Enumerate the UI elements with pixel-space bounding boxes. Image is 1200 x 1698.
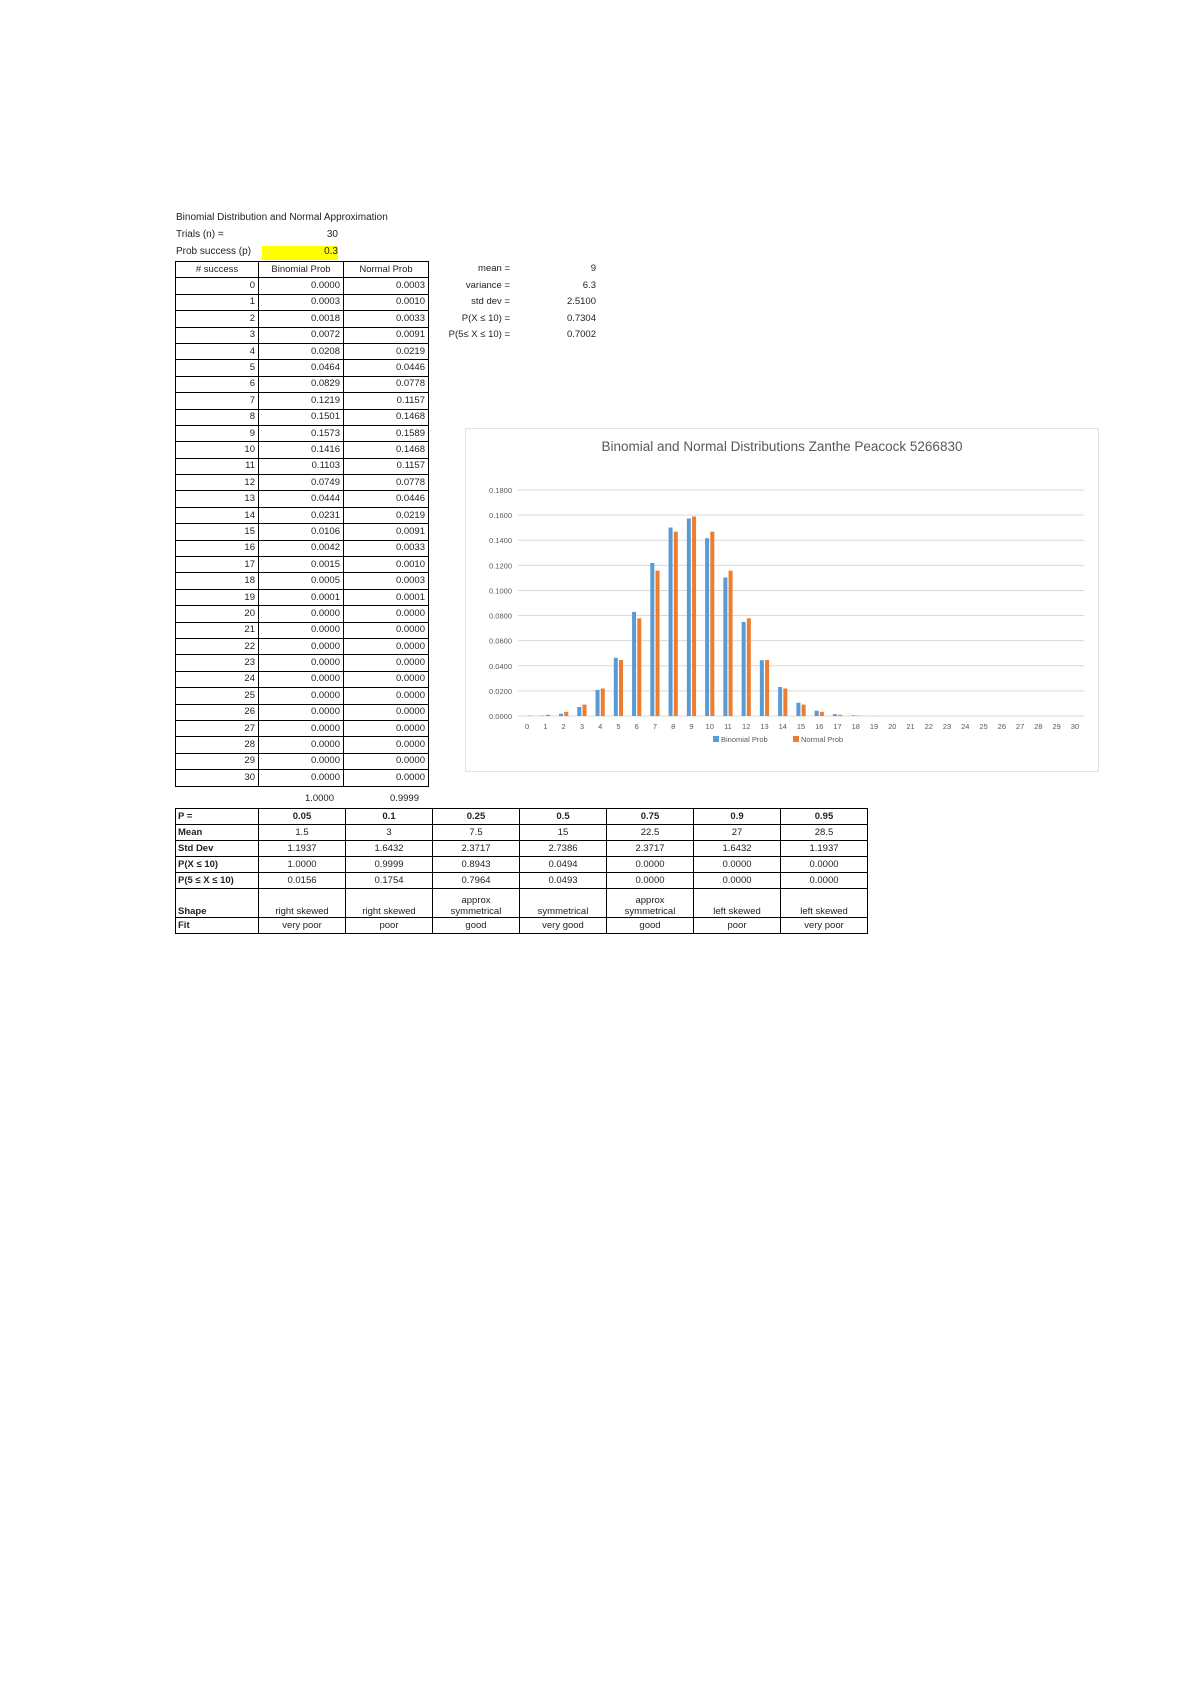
row-label: P(5 ≤ X ≤ 10) [176, 873, 259, 889]
comparison-cell[interactable]: symmetrical [520, 889, 607, 918]
binomial-bar [815, 711, 819, 716]
x-tick-label: 19 [869, 722, 879, 731]
success-cell[interactable]: 15 [176, 524, 259, 540]
success-cell[interactable]: 22 [176, 638, 259, 654]
legend-label: Normal Prob [801, 735, 844, 744]
binomial-bar [760, 660, 764, 716]
comparison-cell[interactable]: 1.1937 [781, 841, 868, 857]
comparison-cell[interactable]: 0.0156 [259, 873, 346, 889]
normal-bar [692, 516, 696, 716]
comparison-cell[interactable]: 27 [694, 825, 781, 841]
legend-swatch [713, 736, 719, 742]
y-tick-label: 0.0600 [489, 636, 512, 646]
normal-bar [710, 532, 714, 716]
success-cell[interactable]: 20 [176, 606, 259, 622]
mean-row [176, 825, 868, 841]
comparison-cell[interactable]: 22.5 [607, 825, 694, 841]
binomial-bar [723, 578, 727, 716]
binomial-cell[interactable]: 0.0000 [259, 688, 344, 704]
success-cell[interactable]: 27 [176, 720, 259, 736]
success-cell[interactable]: 14 [176, 507, 259, 523]
comparison-cell[interactable]: 2.7386 [520, 841, 607, 857]
p5to10-row [176, 873, 868, 889]
table-row [176, 491, 429, 507]
success-cell[interactable]: 2 [176, 311, 259, 327]
x-tick-label: 30 [1070, 722, 1080, 731]
normal-cell[interactable]: 0.1589 [344, 425, 429, 441]
success-cell[interactable]: 16 [176, 540, 259, 556]
comparison-cell[interactable]: 0.1 [346, 809, 433, 825]
comparison-cell[interactable]: 0.0000 [781, 857, 868, 873]
normal-cell[interactable]: 0.0219 [344, 343, 429, 359]
comparison-cell[interactable]: 28.5 [781, 825, 868, 841]
comparison-cell[interactable]: very good [520, 918, 607, 934]
table-row [176, 638, 429, 654]
binomial-cell[interactable]: 0.0000 [259, 704, 344, 720]
table-row [176, 704, 429, 720]
success-cell[interactable]: 4 [176, 343, 259, 359]
table-row [176, 770, 429, 786]
normal-cell[interactable]: 0.0003 [344, 573, 429, 589]
comparison-cell[interactable]: 0.9 [694, 809, 781, 825]
stat-value: 0.7304 [566, 312, 596, 324]
comparison-cell[interactable]: left skewed [781, 889, 868, 918]
normal-cell[interactable]: 0.0091 [344, 327, 429, 343]
binomial-bar [778, 687, 782, 716]
comparison-cell[interactable]: approx symmetrical [607, 889, 694, 918]
comparison-cell[interactable]: right skewed [346, 889, 433, 918]
stat-label: P(X ≤ 10) = [461, 312, 510, 324]
success-cell[interactable]: 18 [176, 573, 259, 589]
table-row [176, 688, 429, 704]
stat-label: variance = [465, 279, 510, 291]
stat-label: mean = [478, 263, 510, 274]
y-tick-label: 0.0800 [489, 611, 512, 621]
normal-bar [619, 660, 623, 716]
x-tick-label: 10 [705, 722, 714, 731]
x-tick-label: 24 [961, 722, 970, 731]
normal-cell[interactable]: 0.0003 [344, 278, 429, 294]
comparison-cell[interactable]: 0.0494 [520, 857, 607, 873]
x-tick-label: 25 [979, 722, 988, 731]
row-label: Fit [176, 918, 259, 934]
normal-bar [674, 532, 678, 716]
x-tick-label: 5 [616, 722, 621, 731]
table-row [176, 524, 429, 540]
normal-cell[interactable]: 0.0446 [344, 491, 429, 507]
x-tick-label: 12 [742, 722, 751, 731]
normal-bar [729, 571, 733, 716]
binomial-cell[interactable]: 0.0829 [259, 376, 344, 392]
x-tick-label: 21 [906, 722, 915, 731]
binomial-cell[interactable]: 0.0444 [259, 491, 344, 507]
normal-cell[interactable]: 0.0000 [344, 753, 429, 769]
x-tick-label: 11 [724, 722, 732, 731]
x-tick-label: 27 [1015, 722, 1025, 731]
comparison-cell[interactable]: 0.7964 [433, 873, 520, 889]
x-tick-label: 13 [760, 722, 769, 731]
success-cell[interactable]: 11 [176, 458, 259, 474]
normal-cell[interactable]: 0.0219 [344, 507, 429, 523]
table-row [176, 737, 429, 753]
comparison-cell[interactable]: 0.25 [433, 809, 520, 825]
header-normal: Normal Prob [344, 262, 429, 278]
table-row [176, 458, 429, 474]
comparison-cell[interactable]: poor [694, 918, 781, 934]
table-row [176, 720, 429, 736]
y-tick-label: 0.1200 [489, 561, 512, 571]
sheet-title: Binomial Distribution and Normal Approximation [176, 212, 388, 223]
normal-cell[interactable]: 0.0033 [344, 540, 429, 556]
x-tick-label: 22 [924, 722, 933, 731]
binomial-cell[interactable]: 0.0015 [259, 557, 344, 573]
comparison-cell[interactable]: 0.5 [520, 809, 607, 825]
binomial-bar [705, 538, 709, 716]
x-tick-label: 2 [561, 722, 566, 731]
normal-cell[interactable]: 0.0001 [344, 589, 429, 605]
binomial-cell[interactable]: 0.0000 [259, 606, 344, 622]
comparison-cell[interactable]: good [433, 918, 520, 934]
ple10-row [176, 857, 868, 873]
binomial-cell[interactable]: 0.0001 [259, 589, 344, 605]
success-cell[interactable]: 12 [176, 475, 259, 491]
binomial-cell[interactable]: 0.0042 [259, 540, 344, 556]
binomial-cell[interactable]: 0.0000 [259, 655, 344, 671]
binomial-cell[interactable]: 0.0749 [259, 475, 344, 491]
normal-bar [802, 705, 806, 716]
normal-cell[interactable]: 0.1468 [344, 442, 429, 458]
shape-row [176, 889, 868, 918]
x-tick-label: 0 [525, 722, 530, 731]
normal-cell[interactable]: 0.0778 [344, 475, 429, 491]
table-row [176, 671, 429, 687]
chart-svg [466, 429, 1098, 771]
normal-bar [583, 705, 587, 716]
table-row [176, 655, 429, 671]
y-tick-label: 0.1400 [489, 536, 512, 546]
success-cell[interactable]: 9 [176, 425, 259, 441]
binomial-cell[interactable]: 0.1103 [259, 458, 344, 474]
comparison-cell[interactable]: good [607, 918, 694, 934]
binomial-cell[interactable]: 0.1573 [259, 425, 344, 441]
stat-value: 0.7002 [566, 329, 596, 340]
comparison-cell[interactable]: 0.0000 [607, 873, 694, 889]
table-row [176, 753, 429, 769]
binomial-cell[interactable]: 0.0000 [259, 278, 344, 294]
x-tick-label: 14 [778, 722, 787, 731]
header-success: # success [176, 262, 259, 278]
success-cell[interactable]: 26 [176, 704, 259, 720]
y-tick-label: 0.0000 [489, 712, 512, 721]
binomial-cell[interactable]: 0.1416 [259, 442, 344, 458]
normal-cell[interactable]: 0.0010 [344, 294, 429, 310]
binomial-cell[interactable]: 0.0231 [259, 507, 344, 523]
x-tick-label: 20 [888, 722, 897, 731]
comparison-cell[interactable]: 0.0000 [607, 857, 694, 873]
row-label: Std Dev [176, 841, 259, 857]
binomial-bar [614, 658, 618, 716]
normal-cell[interactable]: 0.0000 [344, 737, 429, 753]
comparison-cell[interactable]: 1.5 [259, 825, 346, 841]
x-tick-label: 9 [689, 722, 694, 731]
normal-cell[interactable]: 0.0091 [344, 524, 429, 540]
binomial-cell[interactable]: 0.0000 [259, 770, 344, 786]
normal-bar [564, 712, 568, 716]
sum-binomial: 1.0000 [304, 793, 334, 804]
comparison-cell[interactable]: 0.9999 [346, 857, 433, 873]
success-cell[interactable]: 3 [176, 327, 259, 343]
table-row [176, 409, 429, 425]
binomial-bar [577, 707, 581, 716]
legend-label: Binomial Prob [721, 735, 768, 744]
trials-label: Trials (n) = [176, 229, 224, 240]
normal-cell[interactable]: 0.0778 [344, 376, 429, 392]
normal-cell[interactable]: 0.0033 [344, 311, 429, 327]
normal-bar [601, 689, 605, 716]
table-row [176, 606, 429, 622]
success-cell[interactable]: 13 [176, 491, 259, 507]
x-tick-label: 23 [942, 722, 952, 731]
binomial-bar [833, 714, 837, 716]
binomial-bar [687, 519, 691, 716]
binomial-cell[interactable]: 0.1219 [259, 393, 344, 409]
row-label: P = [176, 809, 259, 825]
table-row [176, 507, 429, 523]
row-label: Shape [176, 889, 259, 918]
table-header-row [176, 262, 429, 278]
success-cell[interactable]: 5 [176, 360, 259, 376]
sum-normal: 0.9999 [389, 793, 419, 804]
success-cell[interactable]: 1 [176, 294, 259, 310]
binomial-cell[interactable]: 0.0018 [259, 311, 344, 327]
binomial-cell[interactable]: 0.0464 [259, 360, 344, 376]
x-tick-label: 4 [598, 722, 603, 731]
comparison-cell[interactable]: 3 [346, 825, 433, 841]
comparison-cell[interactable]: 15 [520, 825, 607, 841]
comparison-cell[interactable]: 0.0000 [781, 873, 868, 889]
chart-title: Binomial and Normal Distributions Zanthe Peacock 5266830 [601, 439, 963, 454]
y-tick-label: 0.0400 [489, 661, 512, 671]
prob-value[interactable]: 0.3 [324, 246, 338, 257]
normal-bar [765, 660, 769, 716]
table-row [176, 278, 429, 294]
stat-value: 6.3 [582, 279, 596, 291]
x-tick-label: 15 [796, 722, 806, 731]
binomial-bar [669, 528, 673, 716]
comparison-cell[interactable]: 0.1754 [346, 873, 433, 889]
binomial-cell[interactable]: 0.0003 [259, 294, 344, 310]
y-tick-label: 0.1800 [489, 486, 512, 495]
x-tick-label: 17 [833, 722, 842, 731]
comparison-cell[interactable]: 0.0493 [520, 873, 607, 889]
binomial-cell[interactable]: 0.0208 [259, 343, 344, 359]
normal-bar [637, 618, 641, 716]
comparison-cell[interactable]: poor [346, 918, 433, 934]
success-cell[interactable]: 0 [176, 278, 259, 294]
table-row [176, 311, 429, 327]
normal-cell[interactable]: 0.1157 [344, 393, 429, 409]
normal-cell[interactable]: 0.0000 [344, 770, 429, 786]
binomial-cell[interactable]: 0.0000 [259, 622, 344, 638]
success-cell[interactable]: 23 [176, 655, 259, 671]
stat-label: P(5≤ X ≤ 10) = [448, 329, 510, 340]
comparison-cell[interactable]: 0.0000 [694, 857, 781, 873]
normal-cell[interactable]: 0.1157 [344, 458, 429, 474]
x-tick-label: 28 [1034, 722, 1043, 731]
binomial-cell[interactable]: 0.0000 [259, 720, 344, 736]
comparison-cell[interactable]: 1.6432 [694, 841, 781, 857]
success-cell[interactable]: 21 [176, 622, 259, 638]
stat-value: 2.5100 [566, 296, 596, 307]
comparison-cell[interactable]: very poor [259, 918, 346, 934]
stat-label: std dev = [471, 296, 510, 307]
binomial-cell[interactable]: 0.0106 [259, 524, 344, 540]
comparison-cell[interactable]: 7.5 [433, 825, 520, 841]
success-cell[interactable]: 30 [176, 770, 259, 786]
success-cell[interactable]: 8 [176, 409, 259, 425]
normal-cell[interactable]: 0.0000 [344, 606, 429, 622]
comparison-cell[interactable]: left skewed [694, 889, 781, 918]
table-row [176, 589, 429, 605]
table-row [176, 475, 429, 491]
x-tick-label: 3 [579, 722, 584, 731]
normal-cell[interactable]: 0.0000 [344, 638, 429, 654]
normal-cell[interactable]: 0.0000 [344, 720, 429, 736]
normal-cell[interactable]: 0.1468 [344, 409, 429, 425]
table-row [176, 360, 429, 376]
table-row [176, 327, 429, 343]
table-row [176, 343, 429, 359]
binomial-cell[interactable]: 0.0000 [259, 638, 344, 654]
table-row [176, 573, 429, 589]
prob-label: Prob success (p) [176, 246, 252, 257]
binomial-bar [632, 612, 636, 716]
table-row [176, 557, 429, 573]
success-cell[interactable]: 10 [176, 442, 259, 458]
normal-bar [820, 712, 824, 716]
x-tick-label: 6 [634, 722, 639, 731]
success-cell[interactable]: 28 [176, 737, 259, 753]
success-cell[interactable]: 7 [176, 393, 259, 409]
binomial-bar [650, 563, 654, 716]
success-cell[interactable]: 17 [176, 557, 259, 573]
normal-bar [747, 618, 751, 716]
binomial-bar [559, 714, 563, 716]
binomial-cell[interactable]: 0.0000 [259, 737, 344, 753]
binomial-bar [742, 622, 746, 716]
header-binomial: Binomial Prob [259, 262, 344, 278]
x-tick-label: 7 [652, 722, 658, 731]
fit-row [176, 918, 868, 934]
success-cell[interactable]: 6 [176, 376, 259, 392]
normal-bar [783, 689, 787, 716]
stat-value: 9 [590, 263, 596, 274]
table-row [176, 294, 429, 310]
x-tick-label: 18 [851, 722, 860, 731]
success-cell[interactable]: 24 [176, 671, 259, 687]
success-cell[interactable]: 29 [176, 753, 259, 769]
sd-row [176, 841, 868, 857]
normal-cell[interactable]: 0.0000 [344, 704, 429, 720]
normal-cell[interactable]: 0.0000 [344, 688, 429, 704]
comparison-cell[interactable]: right skewed [259, 889, 346, 918]
binomial-cell[interactable]: 0.0000 [259, 753, 344, 769]
comparison-table [175, 808, 868, 934]
table-row [176, 442, 429, 458]
comparison-cell[interactable]: 0.8943 [433, 857, 520, 873]
binomial-cell[interactable]: 0.0005 [259, 573, 344, 589]
x-tick-label: 8 [671, 722, 676, 731]
distribution-table [175, 261, 429, 787]
binomial-cell[interactable]: 0.0072 [259, 327, 344, 343]
comparison-cell[interactable]: 0.0000 [694, 873, 781, 889]
binomial-bar [851, 715, 855, 716]
table-row [176, 425, 429, 441]
comparison-cell[interactable]: 2.3717 [433, 841, 520, 857]
y-tick-label: 0.1000 [489, 586, 512, 596]
table-row [176, 622, 429, 638]
normal-bar [656, 571, 660, 716]
normal-bar [838, 715, 842, 716]
table-row [176, 376, 429, 392]
normal-cell[interactable]: 0.0446 [344, 360, 429, 376]
p-row [176, 809, 868, 825]
x-tick-label: 16 [815, 722, 824, 731]
binomial-bar [796, 703, 800, 716]
binomial-cell[interactable]: 0.0000 [259, 671, 344, 687]
legend-swatch [793, 736, 799, 742]
row-label: Mean [176, 825, 259, 841]
table-row [176, 540, 429, 556]
comparison-cell[interactable]: approx symmetrical [433, 889, 520, 918]
normal-cell[interactable]: 0.0000 [344, 671, 429, 687]
normal-cell[interactable]: 0.0010 [344, 557, 429, 573]
comparison-cell[interactable]: 2.3717 [607, 841, 694, 857]
chart [465, 428, 1099, 772]
x-tick-label: 1 [543, 722, 548, 731]
binomial-cell[interactable]: 0.1501 [259, 409, 344, 425]
binomial-bar [596, 690, 600, 716]
trials-value[interactable]: 30 [326, 229, 338, 240]
row-label: P(X ≤ 10) [176, 857, 259, 873]
comparison-cell[interactable]: 1.0000 [259, 857, 346, 873]
comparison-cell[interactable]: 1.6432 [346, 841, 433, 857]
comparison-cell[interactable]: 0.05 [259, 809, 346, 825]
comparison-cell[interactable]: 1.1937 [259, 841, 346, 857]
comparison-cell[interactable]: 0.75 [607, 809, 694, 825]
success-cell[interactable]: 19 [176, 589, 259, 605]
success-cell[interactable]: 25 [176, 688, 259, 704]
comparison-cell[interactable]: 0.95 [781, 809, 868, 825]
normal-cell[interactable]: 0.0000 [344, 622, 429, 638]
y-tick-label: 0.0200 [489, 686, 512, 696]
x-tick-label: 29 [1052, 722, 1061, 731]
table-row [176, 393, 429, 409]
normal-cell[interactable]: 0.0000 [344, 655, 429, 671]
normal-bar [546, 715, 550, 716]
x-tick-label: 26 [997, 722, 1007, 731]
y-tick-label: 0.1600 [489, 511, 512, 521]
comparison-cell[interactable]: very poor [781, 918, 868, 934]
